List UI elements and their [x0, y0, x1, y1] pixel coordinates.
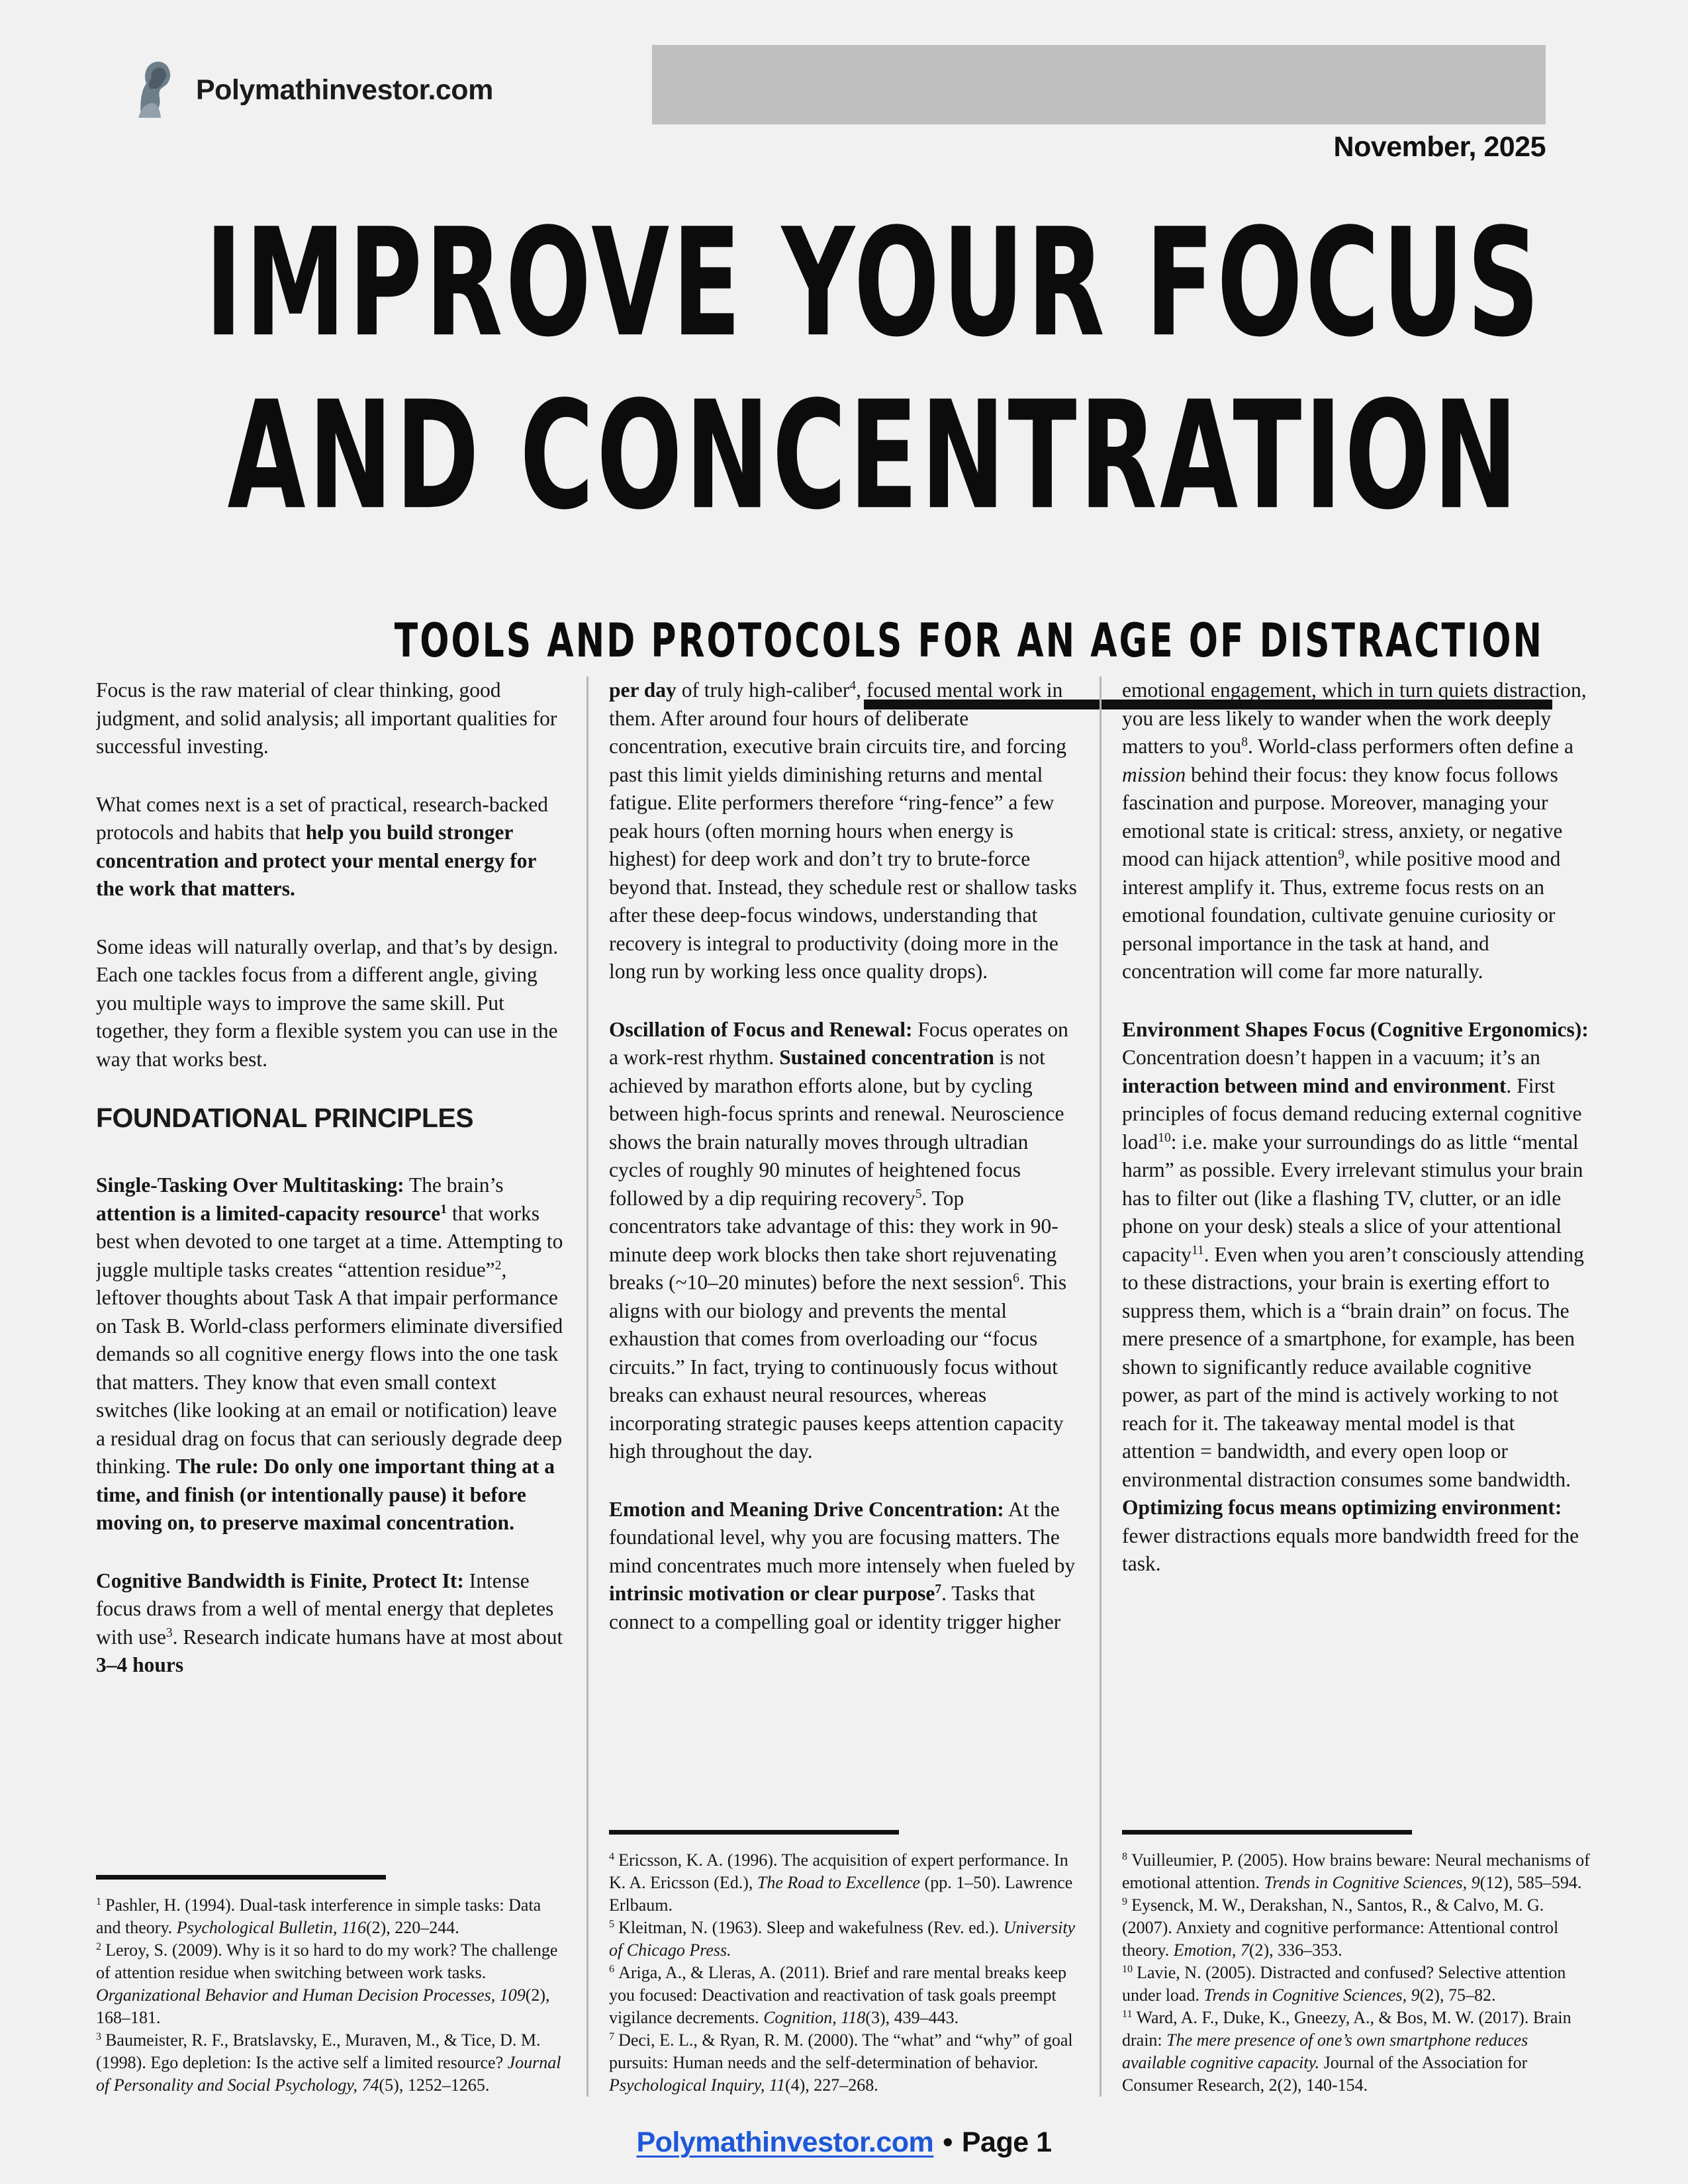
- footnote-number: 6: [609, 1964, 615, 1976]
- column-1-body: [96, 676, 566, 1680]
- column-2-body: [609, 676, 1079, 1636]
- footnote-3: $^3$ Baumeister, R. F., Bratslavsky, E., Muraven, M., & Tice, D. M. (1998). Ego depletion: Is the active self a limited resource? Journal of Personality and Social Psychology, 74(5), 1252–1265.: [96, 2030, 561, 2095]
- page-footer: [0, 2126, 1688, 2159]
- footnote-7: $^7$ Deci, E. L., & Ryan, R. M. (2000). The “what” and “why” of goal pursuits: Human needs and the self-determination of behavior. Psychological Inquiry, 11(4), 227–268.: [609, 2030, 1073, 2095]
- page-header: [0, 0, 1688, 169]
- paragraph: What comes next is a set of practical, research-backed protocols and habits that help you build stronger concentration and protect your mental energy for the work that matters.: [96, 792, 549, 900]
- footnote-number: 3: [96, 2031, 102, 2043]
- footnote-number: 8: [1122, 1851, 1128, 1863]
- footnote-11: $^{11}$ Ward, A. F., Duke, K., Gneezy, A., & Bos, M. W. (2017). Brain drain: The mere presence of one’s own smartphone reduces available cognitive capacity. Journal of the Association for Consumer Research, 2(2), 140-154.: [1122, 2008, 1571, 2095]
- footer-bullet: •: [943, 2126, 953, 2158]
- footnote-number: 5: [609, 1919, 615, 1931]
- paragraph: Environment Shapes Focus (Cognitive Ergonomics): Concentration doesn’t happen in a vacuum; it’s an interaction between mind and environment. First principles of focus demand reducing external cognitive load$^{10}$: i.e. make your surroundings do as little “mental harm” as possible. Every irrelevant stimulus your brain has to filter out (like a flashing TV, clutter, or an idle phone on your desk) steals a slice of your attentional capacity$^{11}$. Even when you aren’t consciously attending to these distractions, your brain is exerting effort to suppress them, which is a “brain drain” on focus. The mere presence of a smartphone, for example, has been shown to significantly reduce available cognitive power, as part of the mind is actively working to not reach for it. The takeaway mental model is that attention = bandwidth, and every open loop or environmental distraction consumes some bandwidth. Optimizing focus means optimizing environment: fewer distractions equals more bandwidth freed for the task.: [1122, 1017, 1589, 1575]
- thinker-statue-logo-icon: [121, 57, 185, 120]
- site-name: Polymathinvestor.com: [196, 74, 493, 106]
- footnote-number: 11: [1122, 2009, 1133, 2021]
- paragraph: Emotion and Meaning Drive Concentration: At the foundational level, why you are focusing matters. The mind concentrates much more intensely when fueled by intrinsic motivation or clear purpose$^7$. Tasks that connect to a compelling goal or identity trigger higher: [609, 1497, 1076, 1633]
- column-3-footnotes: [1122, 1830, 1592, 2097]
- paragraph: emotional engagement, which in turn quiets distraction, you are less likely to wander when the work deeply matters to you$^8$. World-class performers often define a mission behind their focus: they know focus follows fascination and purpose. Moreover, managing your emotional state is critical: stress, anxiety, or negative mood can hijack attention$^9$, while positive mood and interest amplify it. Thus, extreme focus rests on an emotional foundation, cultivate genuine curiosity or personal importance in the task at hand, and concentration will come far more naturally.: [1122, 678, 1587, 983]
- paragraph: Cognitive Bandwidth is Finite, Protect It: Intense focus draws from a well of mental energy that depletes with use$^3$. Research indicate humans have at most about 3–4 hours: [96, 1569, 563, 1677]
- footnote-1: $^1$ Pashler, H. (1994). Dual-task interference in simple tasks: Data and theory. Psychological Bulletin, 116(2), 220–244.: [96, 1895, 541, 1937]
- page-title-line-1: IMPROVE YOUR FOCUS: [205, 197, 1543, 370]
- column-3-body: [1122, 676, 1592, 1578]
- paragraph: per day of truly high-caliber$^4$, focused mental work in them. After around four hours of deliberate concentration, executive brain circuits tire, and forcing past this limit yields diminishing returns and mental fatigue. Elite performers therefore “ring-fence” a few peak hours (often morning hours when energy is highest) for deep work and don’t try to brute-force beyond that. Instead, they schedule rest or shallow tasks after these deep-focus windows, understanding that recovery is integral to productivity (doing more in the long run by working less once quality drops).: [609, 678, 1077, 983]
- section-heading: FOUNDATIONAL PRINCIPLES: [96, 1103, 474, 1133]
- footnote-4: $^4$ Ericsson, K. A. (1996). The acquisition of expert performance. In K. A. Ericsson (Ed.), The Road to Excellence (pp. 1–50). Lawrence Erlbaum.: [609, 1850, 1073, 1915]
- column-2: [609, 676, 1079, 2097]
- footnote-number: 4: [609, 1851, 615, 1863]
- column-divider-1: [586, 676, 588, 2097]
- page-title-line-2: AND CONCENTRATION: [227, 369, 1521, 543]
- footnote-6: $^6$ Ariga, A., & Lleras, A. (2011). Brief and rare mental breaks keep you focused: Deactivation and reactivation of task goals preempt vigilance decrements. Cognition, 118(3), 439–443.: [609, 1963, 1067, 2027]
- column-divider-2: [1100, 676, 1102, 2097]
- column-1: [96, 676, 566, 2097]
- footnote-5: $^5$ Kleitman, N. (1963). Sleep and wakefulness (Rev. ed.). University of Chicago Press.: [609, 1918, 1076, 1960]
- paragraph: Focus is the raw material of clear thinking, good judgment, and solid analysis; all important qualities for successful investing.: [96, 678, 557, 758]
- footnote-number: 7: [609, 2031, 615, 2043]
- footnote-8: $^8$ Vuilleumier, P. (2005). How brains beware: Neural mechanisms of emotional attention. Trends in Cognitive Sciences, 9(12), 585–594.: [1122, 1850, 1590, 1892]
- article-columns: [96, 676, 1592, 2097]
- paragraph: Some ideas will naturally overlap, and that’s by design. Each one tackles focus from a different angle, giving you multiple ways to improve the same skill. Put together, they form a flexible system you can use in the way that works best.: [96, 934, 559, 1071]
- footnote-number: 1: [96, 1896, 102, 1908]
- page-subtitle: TOOLS AND PROTOCOLS FOR AN AGE OF DISTRACTION: [394, 614, 1544, 668]
- column-2-footnotes: [609, 1830, 1079, 2097]
- column-3: [1122, 676, 1592, 2097]
- footnote-9: $^9$ Eysenck, M. W., Derakshan, N., Santos, R., & Calvo, M. G. (2007). Anxiety and cognitive performance: Attentional control theory. Emotion, 7(2), 336–353.: [1122, 1895, 1559, 1960]
- masthead-placeholder: [652, 45, 1546, 124]
- column-1-footnotes: [96, 1875, 566, 2097]
- footnote-number: 10: [1122, 1964, 1133, 1976]
- footnote-number: 9: [1122, 1896, 1128, 1908]
- paragraph: Oscillation of Focus and Renewal: Focus operates on a work-rest rhythm. Sustained concentration is not achieved by marathon efforts alone, but by cycling between high-focus sprints and renewal. Neuroscience shows the brain naturally moves through ultradian cycles of roughly 90 minutes of heightened focus followed by a dip requiring recovery$^5$. Top concentrators take advantage of this: they work in 90-minute deep work blocks then take short rejuvenating breaks (~10–20 minutes) before the next session$^6$. This aligns with our biology and prevents the mental exhaustion that comes from overloading our “focus circuits.” In fact, trying to continuously focus without breaks can exhaust neural resources, whereas incorporating strategic pauses keeps attention capacity high throughout the day.: [609, 1017, 1068, 1463]
- issue-date: November, 2025: [1333, 131, 1546, 163]
- paragraph: Single-Tasking Over Multitasking: The brain’s attention is a limited-capacity resource$^1$ that works best when devoted to one target at a time. Attempting to juggle multiple tasks creates “attention residue”$^2$, leftover thoughts about Task A that impair performance on Task B. World-class performers eliminate diversified demands so all cognitive energy flows into the one task that matters. They know that even small context switches (like looking at an email or notification) leave a residual drag on focus that can seriously degrade deep thinking. The rule: Do only one important thing at a time, and finish (or intentionally pause) it before moving on, to preserve maximal concentration.: [96, 1173, 563, 1535]
- footnote-number: 2: [96, 1941, 102, 1953]
- footnote-2: $^2$ Leroy, S. (2009). Why is it so hard to do my work? The challenge of attention residue when switching between work tasks. Organizational Behavior and Human Decision Processes, 109(2), 168–181.: [96, 1940, 558, 2027]
- page-number: Page 1: [961, 2126, 1052, 2158]
- footnote-10: $^{10}$ Lavie, N. (2005). Distracted and confused? Selective attention under load. Trends in Cognitive Sciences, 9(2), 75–82.: [1122, 1963, 1566, 2005]
- title-block: [0, 197, 1688, 558]
- footer-site-link[interactable]: Polymathinvestor.com: [636, 2126, 934, 2158]
